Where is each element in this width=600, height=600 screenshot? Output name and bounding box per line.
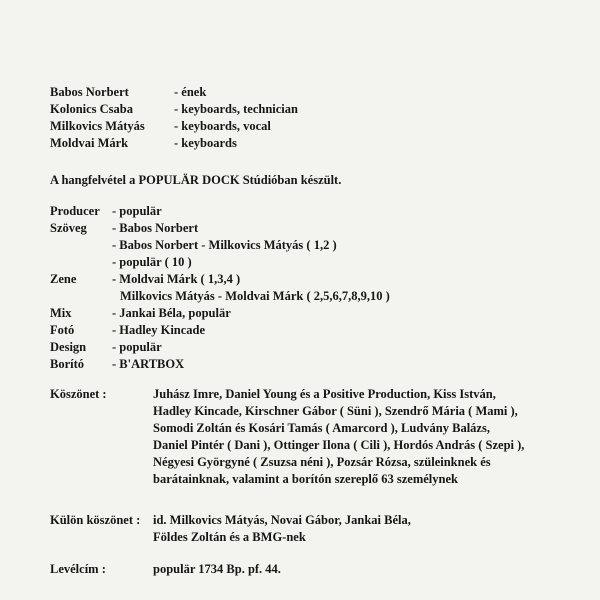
member-name: Milkovics Mátyás: [50, 119, 145, 133]
credit-borito: [50, 356, 390, 373]
thanks-line: Négyesi Györgyné ( Zsuzsa néni ), Pozsár Rózsa, szüleinknek és: [153, 455, 491, 469]
thanks-line: Somodi Zoltán és Kosári Tamás ( Amarcord ), Ludvány Balázs,: [153, 421, 490, 435]
credit-value: - populär: [112, 204, 162, 218]
credit-continuation: [50, 237, 390, 254]
special-thanks-row: [50, 512, 411, 546]
credit-value: - populär ( 10 ): [112, 255, 192, 269]
member-role: - keyboards, vocal: [174, 119, 271, 133]
member-row: [50, 135, 298, 152]
band-members: [50, 84, 298, 152]
member-row: [50, 101, 298, 118]
member-name: Moldvai Márk: [50, 136, 129, 150]
thanks-label: Köszönet :: [50, 387, 107, 401]
thanks-line: Hadley Kincade, Kirschner Gábor ( Süni ), Szendrő Mária ( Mami ),: [153, 404, 518, 418]
credit-label: Borító: [50, 357, 85, 371]
thanks-text: [153, 386, 524, 488]
thanks-line: Daniel Pintér ( Dani ), Ottinger Ilona ( Cili ), Hordós András ( Szepi ),: [153, 438, 525, 452]
credit-producer: [50, 203, 390, 220]
member-role: - keyboards, technician: [174, 102, 298, 116]
credit-label: Design: [50, 340, 87, 354]
credit-label: Szöveg: [50, 221, 87, 235]
address-label: Levélcím :: [50, 562, 106, 576]
special-thanks-label: Külön köszönet :: [50, 513, 141, 527]
credit-label: Zene: [50, 272, 77, 286]
member-name: Babos Norbert: [50, 85, 129, 99]
credit-continuation: [50, 254, 390, 271]
credit-zene: [50, 271, 390, 288]
member-role: - ének: [174, 85, 207, 99]
credit-design: [50, 339, 390, 356]
credit-value: - Babos Norbert - Milkovics Mátyás ( 1,2 ): [112, 238, 337, 252]
credits: [50, 203, 390, 373]
credit-label: Fotó: [50, 323, 75, 337]
credit-label: Producer: [50, 204, 100, 218]
special-thanks-section: [50, 512, 411, 546]
credit-value: - Hadley Kincade: [112, 323, 206, 337]
thanks-line: barátainknak, valamint a borítón szereplő 63 személynek: [153, 472, 458, 486]
credit-label: Mix: [50, 306, 72, 320]
credit-value: - populär: [112, 340, 162, 354]
credit-value: - Jankai Béla, populär: [112, 306, 231, 320]
address-value: populär 1734 Bp. pf. 44.: [153, 562, 281, 576]
credit-szoveg: [50, 220, 390, 237]
credit-foto: [50, 322, 390, 339]
thanks-line: Juhász Imre, Daniel Young és a Positive Production, Kiss István,: [153, 387, 496, 401]
member-name: Kolonics Csaba: [50, 102, 134, 116]
special-thanks-text: [153, 512, 411, 546]
credit-value: Milkovics Mátyás - Moldvai Márk ( 2,5,6,7,8,9,10 ): [120, 289, 390, 303]
studio-line: A hangfelvétel a POPULÄR DOCK Stúdióban készült.: [50, 173, 342, 187]
credit-value: - B'ARTBOX: [112, 357, 185, 371]
member-row: [50, 118, 298, 135]
special-thanks-line: id. Milkovics Mátyás, Novai Gábor, Jankai Béla,: [153, 513, 411, 527]
member-role: - keyboards: [174, 136, 237, 150]
credit-continuation: [50, 288, 390, 305]
address-row: [50, 561, 281, 578]
mailing-address: [50, 561, 281, 578]
credit-value: - Babos Norbert: [112, 221, 199, 235]
credit-value: - Moldvai Márk ( 1,3,4 ): [112, 272, 241, 286]
member-row: [50, 84, 298, 101]
thanks-section: [50, 386, 524, 488]
thanks-row: [50, 386, 524, 488]
special-thanks-line: Földes Zoltán és a BMG-nek: [153, 530, 306, 544]
credit-mix: [50, 305, 390, 322]
